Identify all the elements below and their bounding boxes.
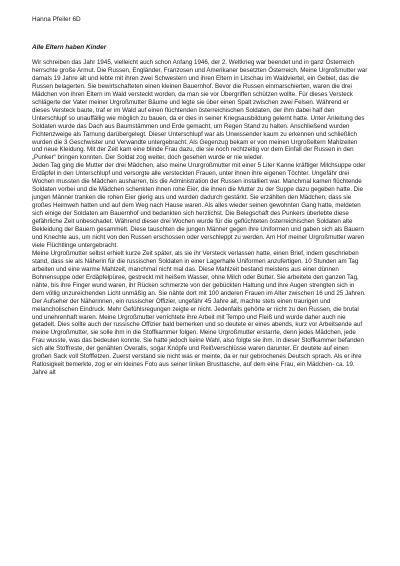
paragraph-1: Wir schreiben das Jahr 1945, vielleicht auch schon Anfang 1946, der 2. Weltkrieg war beendet und in ganz Österreich herrschte große Armut. Die Russen, Engländer, Franzosen und Amerikaner besetzten Österreich. Meine Urgroßmutter war damals 19 Jahre alt und lebte mit ihren zwei Schwestern und ihren Eltern in Litschau im Waldviertel, ein Gebiet, das die Russen belagerten. Sie bewirtschafteten einen kleinen Bauernhof. Bevor die Russen einmarschierten, waren die drei Mädchen von ihren Eltern im Wald versteckt worden, da man sie vor Übergriffen schützen wollte. Für dieses Versteck schlägerte der Vater meiner Urgroßmutter Bäume und legte sie über einen Spalt zwischen zwei Felsen. Während er dieses Versteck baute, traf er im Wald auf einen flüchtenden österreichischen Soldaten, der ihm dabei half den Unterschlupf so unauffällig wie möglich zu bauen, da er dies in seiner Kriegsausbildung gelernt hatte. Unter Anleitung des Soldaten wurde das Dach aus Baumstämmen und Erde gemacht, um Regen Stand zu halten. Anschließend wurden Fichtenzweige als Tarnung darübergelegt. Dieser Unterschlupf war als Unwissender kaum zu erkennen und schließlich wurden die 3 Geschwister und Verwandte untergebracht. Als Gegenzug bekam er von meinen Urgroßeltern Mahlzeiten und neue Kleidung. Mit der Zeit kam eine blinde Frau dazu, die sie noch rechtzeitig vor dem Einfall der Russen in den „Punker“ bringen konnten. Der Soldat zog weiter, doch gesehen wurde er nie wieder. bbox=[32, 59, 368, 162]
essay-body bbox=[32, 59, 368, 377]
paragraph-2: Jeden Tag ging die Mutter der drei Mädchen, also meine Ururgroßmutter mit einer 5 Liter Kanne kräftiger Milchsuppe oder Erdäpfel in den Unterschlupf und versorgte alle versteckten Frauen, unter ihnen ihre eigenen Töchter. Ungefähr drei Wochen mussten die Mädchen ausharren, bis die Administration der Russen installiert war. Manchmal kamen flüchtende Soldaten vorbei und die Mädchen schenkten ihnen rohe Eier, die ihnen die Mutter zu der Suppe dazu gegeben hatte. Die jungen Männer tranken die rohen Eier gierig aus und wurden dadurch gestärkt. Sie erzählten den Mädchen, dass sie großes Heimweh hatten und auf dem Weg nach Hause waren. Als alles wieder seinen gewohnten Gang hatte, meldeten sich einige der Soldaten am Bauernhof und bedankten sich herzlichst. Die Belegschaft des Punkers überlebte diese gefährliche Zeit unbeschadet. Während dieser drei Wochen wurde für die geflüchteten österreichischen Soldaten alte Bekleidung der Bauern gesammelt. Diese tauschten die jungen Männer gegen ihre Uniformen und gaben sich als Bauern und Knechte aus, um nicht von den Russen erschossen oder verschleppt zu werden. Am Hof meiner Urgroßmutter waren viele Flüchtlinge untergebracht. bbox=[32, 162, 366, 249]
author-class-header: Hanna Pfeiler 6D bbox=[32, 16, 81, 23]
essay-title: Alle Eltern haben Kinder bbox=[32, 44, 107, 51]
paragraph-3: Meine Urgroßmutter selbst erhielt kurze Zeit später, als sie ihr Versteck verlassen hatte, einen Brief, indem geschrieben stand, dass sie als Näherin für die russischen Soldaten in einer Lagerhalle Uniformen anzufertigen. 10 Stunden am Tag arbeiten und eine warme Mahlzeit, manchmal nicht mal das. Diese Mahlzeit bestand meistens aus einer dünnen Bohnensuppe oder Erdäpfelpüree, gestreckt mit heißem Wasser, ohne Milch oder Butter. Sie arbeitete den ganzen Tag, nähte, bis ihre Finger wund waren, ihr Rücken schmerzte von der gebückten Haltung und ihre Augen strengten sich in dem völlig unzureichenden Licht unmäßig an. Sie nähte dort mit 100 anderen Frauen im Alter zwischen 16 und 25 Jahren. Der Aufseher der Näherinnen, ein russischer Offizier, ungefähr 45 Jahre alt, machte stets einen traurigen und melancholischen Eindruck. Mehr Gefühlsregungen zeigte er nicht. Jedenfalls gehörte er nicht zu den Russen, die brutal und unehrenhaft waren. Meine Urgroßmutter verrichtete ihre Arbeit mit Tempo und Fleiß und wurde daher auch nie getadelt. Dies sollte auch der russische Offizier bald bemerken und so deutete er eines abends, kurz vor Arbeitsende auf meine Urgroßmutter, sie solle ihm in die Stoffkammer folgen. Meine Urgroßmutter erstarrte, denn jedes Mädchen, jede Frau wusste, was das bedeuten konnte. Sie hatte jedoch keine Wahl, also folgte sie ihm. In dieser Stoffkammer befanden sich alle Stoffreste, der genähten Overalls, sogar Knöpfe und Reißverschlüsse waren darunter. Er deutete auf einen großen Sack voll Stofffetzen. Zuerst verstand sie nicht was er meinte, da er nur gebrochenes Deutsch sprach. Als er ihre Ratlosigkeit bemerkte, zog er ein kleines Foto aus seiner linken Brusttasche, auf dem eine Frau, ein Mädchen- ca. 19. Jahre alt bbox=[32, 249, 366, 377]
